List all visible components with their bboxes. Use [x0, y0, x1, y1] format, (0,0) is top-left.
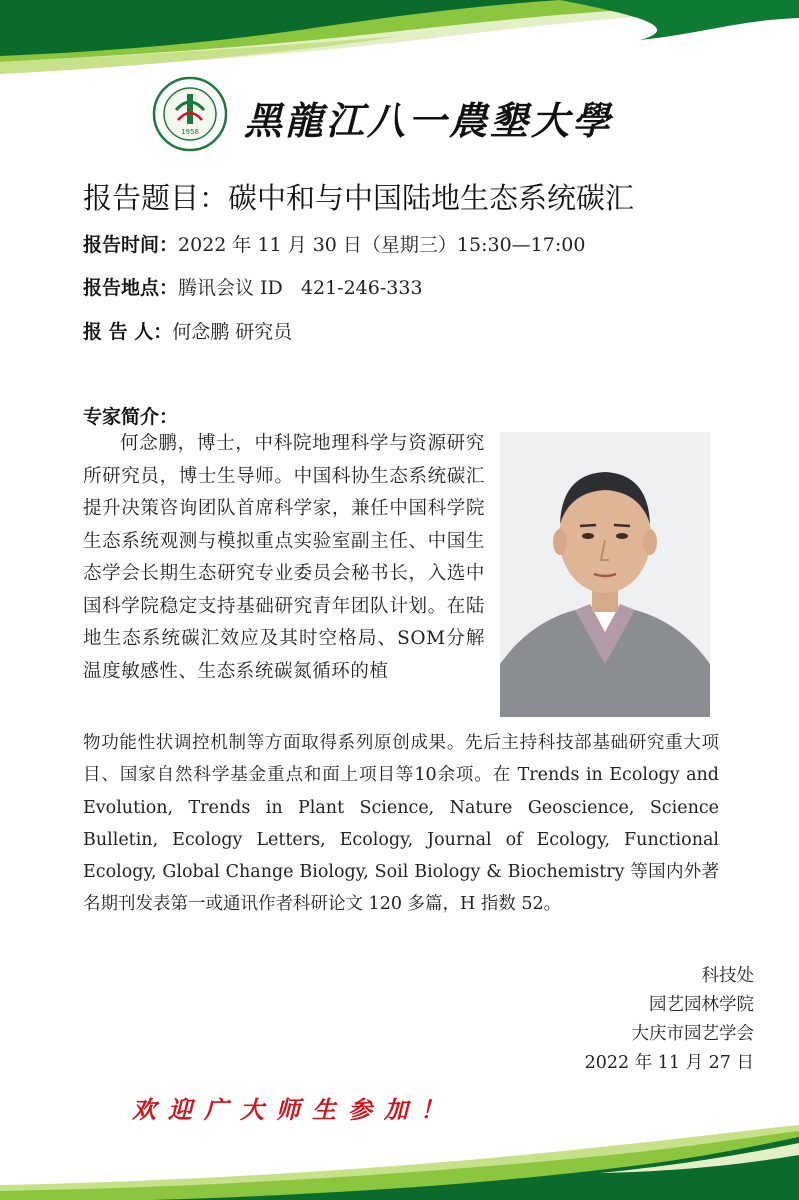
report-time-row — [83, 230, 585, 257]
intro-heading: 专家简介： — [83, 406, 179, 428]
signature-date: 2022 年 11 月 27 日 — [584, 1053, 754, 1073]
report-speaker-value: 何念鹏 研究员 — [172, 321, 293, 343]
report-place-label: 报告地点： — [83, 277, 179, 299]
report-title: 报告题目：碳中和与中国陆地生态系统碳汇 — [83, 181, 635, 215]
report-speaker-label: 报 告 人： — [83, 321, 173, 343]
report-time-value: 2022 年 11 月 30 日（星期三）15:30—17:00 — [178, 234, 586, 256]
university-logo — [152, 76, 622, 156]
welcome-slogan: 欢迎广大师生参加！ — [132, 1096, 456, 1124]
signature-org-1: 科技处 — [701, 966, 754, 986]
report-speaker-row — [83, 317, 292, 344]
university-emblem-icon — [152, 76, 228, 152]
signature-org-3: 大庆市园艺学会 — [631, 1024, 754, 1044]
university-name: 黑龍江八一農墾大學 — [244, 99, 614, 143]
report-place-value: 腾讯会议 ID 421-246-333 — [178, 277, 423, 299]
bottom-wave-decoration — [0, 1125, 799, 1200]
intro-text-part1: 何念鹏，博士，中科院地理科学与资源研究所研究员，博士生导师。中国科协生态系统碳汇提升决策咨询团队首席科学家，兼任中国科学院生态系统观测与模拟重点实验室副主任、中国生态学会长期生态研究专业委员会秘书长，入选中国科学院稳定支持基础研究青年团队计划。在陆地生态系统碳汇效应及其时空格局、SOM分解温度敏感性、生态系统碳氮循环的植 — [83, 433, 485, 682]
svg-text:1958: 1958 — [181, 128, 199, 136]
intro-text-part2: 物功能性状调控机制等方面取得系列原创成果。先后主持科技部基础研究重大项目、国家自然科学基金重点和面上项目等10余项。在 Trends in Ecology and Evolution, Trends in Plant Science, Nature Geoscience, Science Bulletin, Ecology Letters, Ecology, Journal of Ecology, Functional Ecology, Global Change Biology, Soil Biology & Biochemistry 等国内外著名期刊发表第一或通讯作者科研论文 120 多篇，H 指数 52。 — [83, 733, 719, 915]
report-place-row — [83, 273, 423, 300]
signature-block — [585, 962, 754, 1078]
speaker-photo — [500, 432, 710, 717]
report-time-label: 报告时间： — [83, 234, 179, 256]
signature-org-2: 园艺园林学院 — [649, 995, 754, 1015]
